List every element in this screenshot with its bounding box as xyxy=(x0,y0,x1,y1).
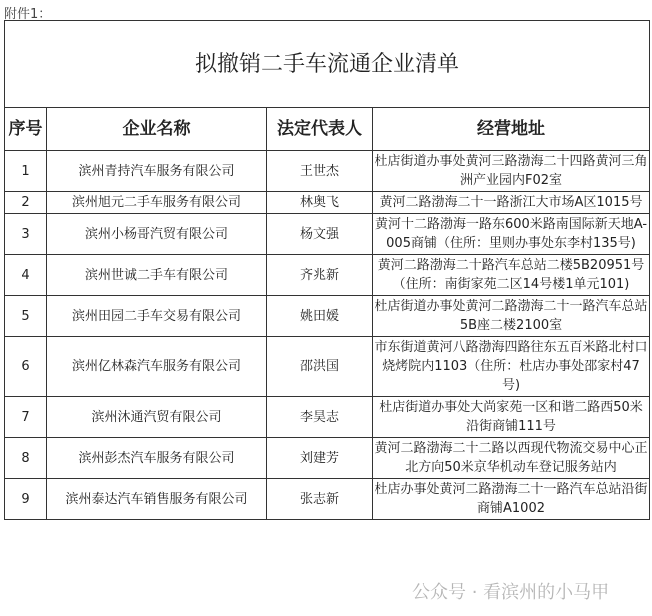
cell-address: 杜店办事处黄河二路渤海二十一路汽车总站沿街商铺A1002 xyxy=(373,479,650,520)
attachment-label: 附件1： xyxy=(4,7,52,22)
table-row xyxy=(5,337,650,397)
cell-representative: 齐兆新 xyxy=(267,255,373,296)
cell-company: 滨州泰达汽车销售服务有限公司 xyxy=(47,479,267,520)
cell-representative: 邵洪国 xyxy=(267,337,373,397)
cell-index: 1 xyxy=(5,151,47,192)
cell-index: 7 xyxy=(5,397,47,438)
table-row xyxy=(5,192,650,214)
table-row xyxy=(5,255,650,296)
cell-company: 滨州小杨哥汽贸有限公司 xyxy=(47,214,267,255)
header-index: 序号 xyxy=(5,108,47,151)
cell-address: 黄河二路渤海二十二路以西现代物流交易中心正北方向50米京华机动车登记服务站内 xyxy=(373,438,650,479)
cell-address: 杜店街道办事处黄河二路渤海二十一路汽车总站5B座二楼2100室 xyxy=(373,296,650,337)
table-row xyxy=(5,479,650,520)
cell-representative: 王世杰 xyxy=(267,151,373,192)
cell-company: 滨州世诚二手车有限公司 xyxy=(47,255,267,296)
cell-company: 滨州田园二手车交易有限公司 xyxy=(47,296,267,337)
cell-index: 9 xyxy=(5,479,47,520)
cell-index: 3 xyxy=(5,214,47,255)
cell-index: 6 xyxy=(5,337,47,397)
revocation-list-table xyxy=(4,20,650,520)
cell-company: 滨州彭杰汽车服务有限公司 xyxy=(47,438,267,479)
cell-representative: 张志新 xyxy=(267,479,373,520)
header-representative: 法定代表人 xyxy=(267,108,373,151)
table-row xyxy=(5,397,650,438)
cell-representative: 姚田媛 xyxy=(267,296,373,337)
table-row xyxy=(5,438,650,479)
cell-address: 市东街道黄河八路渤海四路往东五百米路北村口烧烤院内1103（住所：杜店办事处邵家村47号) xyxy=(373,337,650,397)
cell-representative: 林奥飞 xyxy=(267,192,373,214)
cell-address: 黄河二路渤海二十一路浙江大市场A区1015号 xyxy=(373,192,650,214)
header-company: 企业名称 xyxy=(47,108,267,151)
cell-company: 滨州旭元二手车服务有限公司 xyxy=(47,192,267,214)
cell-representative: 刘建芳 xyxy=(267,438,373,479)
cell-company: 滨州沐通汽贸有限公司 xyxy=(47,397,267,438)
table-row xyxy=(5,151,650,192)
cell-index: 8 xyxy=(5,438,47,479)
table-row xyxy=(5,296,650,337)
cell-company: 滨州亿林森汽车服务有限公司 xyxy=(47,337,267,397)
cell-address: 黄河十二路渤海一路东600米路南国际新天地A-005商铺（住所：里则办事处东李村135号) xyxy=(373,214,650,255)
cell-index: 4 xyxy=(5,255,47,296)
watermark: 公众号 · 看滨州的小马甲 xyxy=(412,582,610,603)
cell-address: 杜店街道办事处黄河三路渤海二十四路黄河三角洲产业园内F02室 xyxy=(373,151,650,192)
header-address: 经营地址 xyxy=(373,108,650,151)
cell-address: 黄河二路渤海二十路汽车总站二楼5B20951号（住所：南街家苑二区14号楼1单元101) xyxy=(373,255,650,296)
cell-company: 滨州青持汽车服务有限公司 xyxy=(47,151,267,192)
cell-representative: 杨文强 xyxy=(267,214,373,255)
cell-index: 2 xyxy=(5,192,47,214)
cell-index: 5 xyxy=(5,296,47,337)
header-row xyxy=(5,108,650,151)
table-row xyxy=(5,214,650,255)
table-title: 拟撤销二手车流通企业清单 xyxy=(5,21,650,108)
cell-representative: 李昊志 xyxy=(267,397,373,438)
cell-address: 杜店街道办事处大尚家苑一区和谐二路西50米沿街商铺111号 xyxy=(373,397,650,438)
